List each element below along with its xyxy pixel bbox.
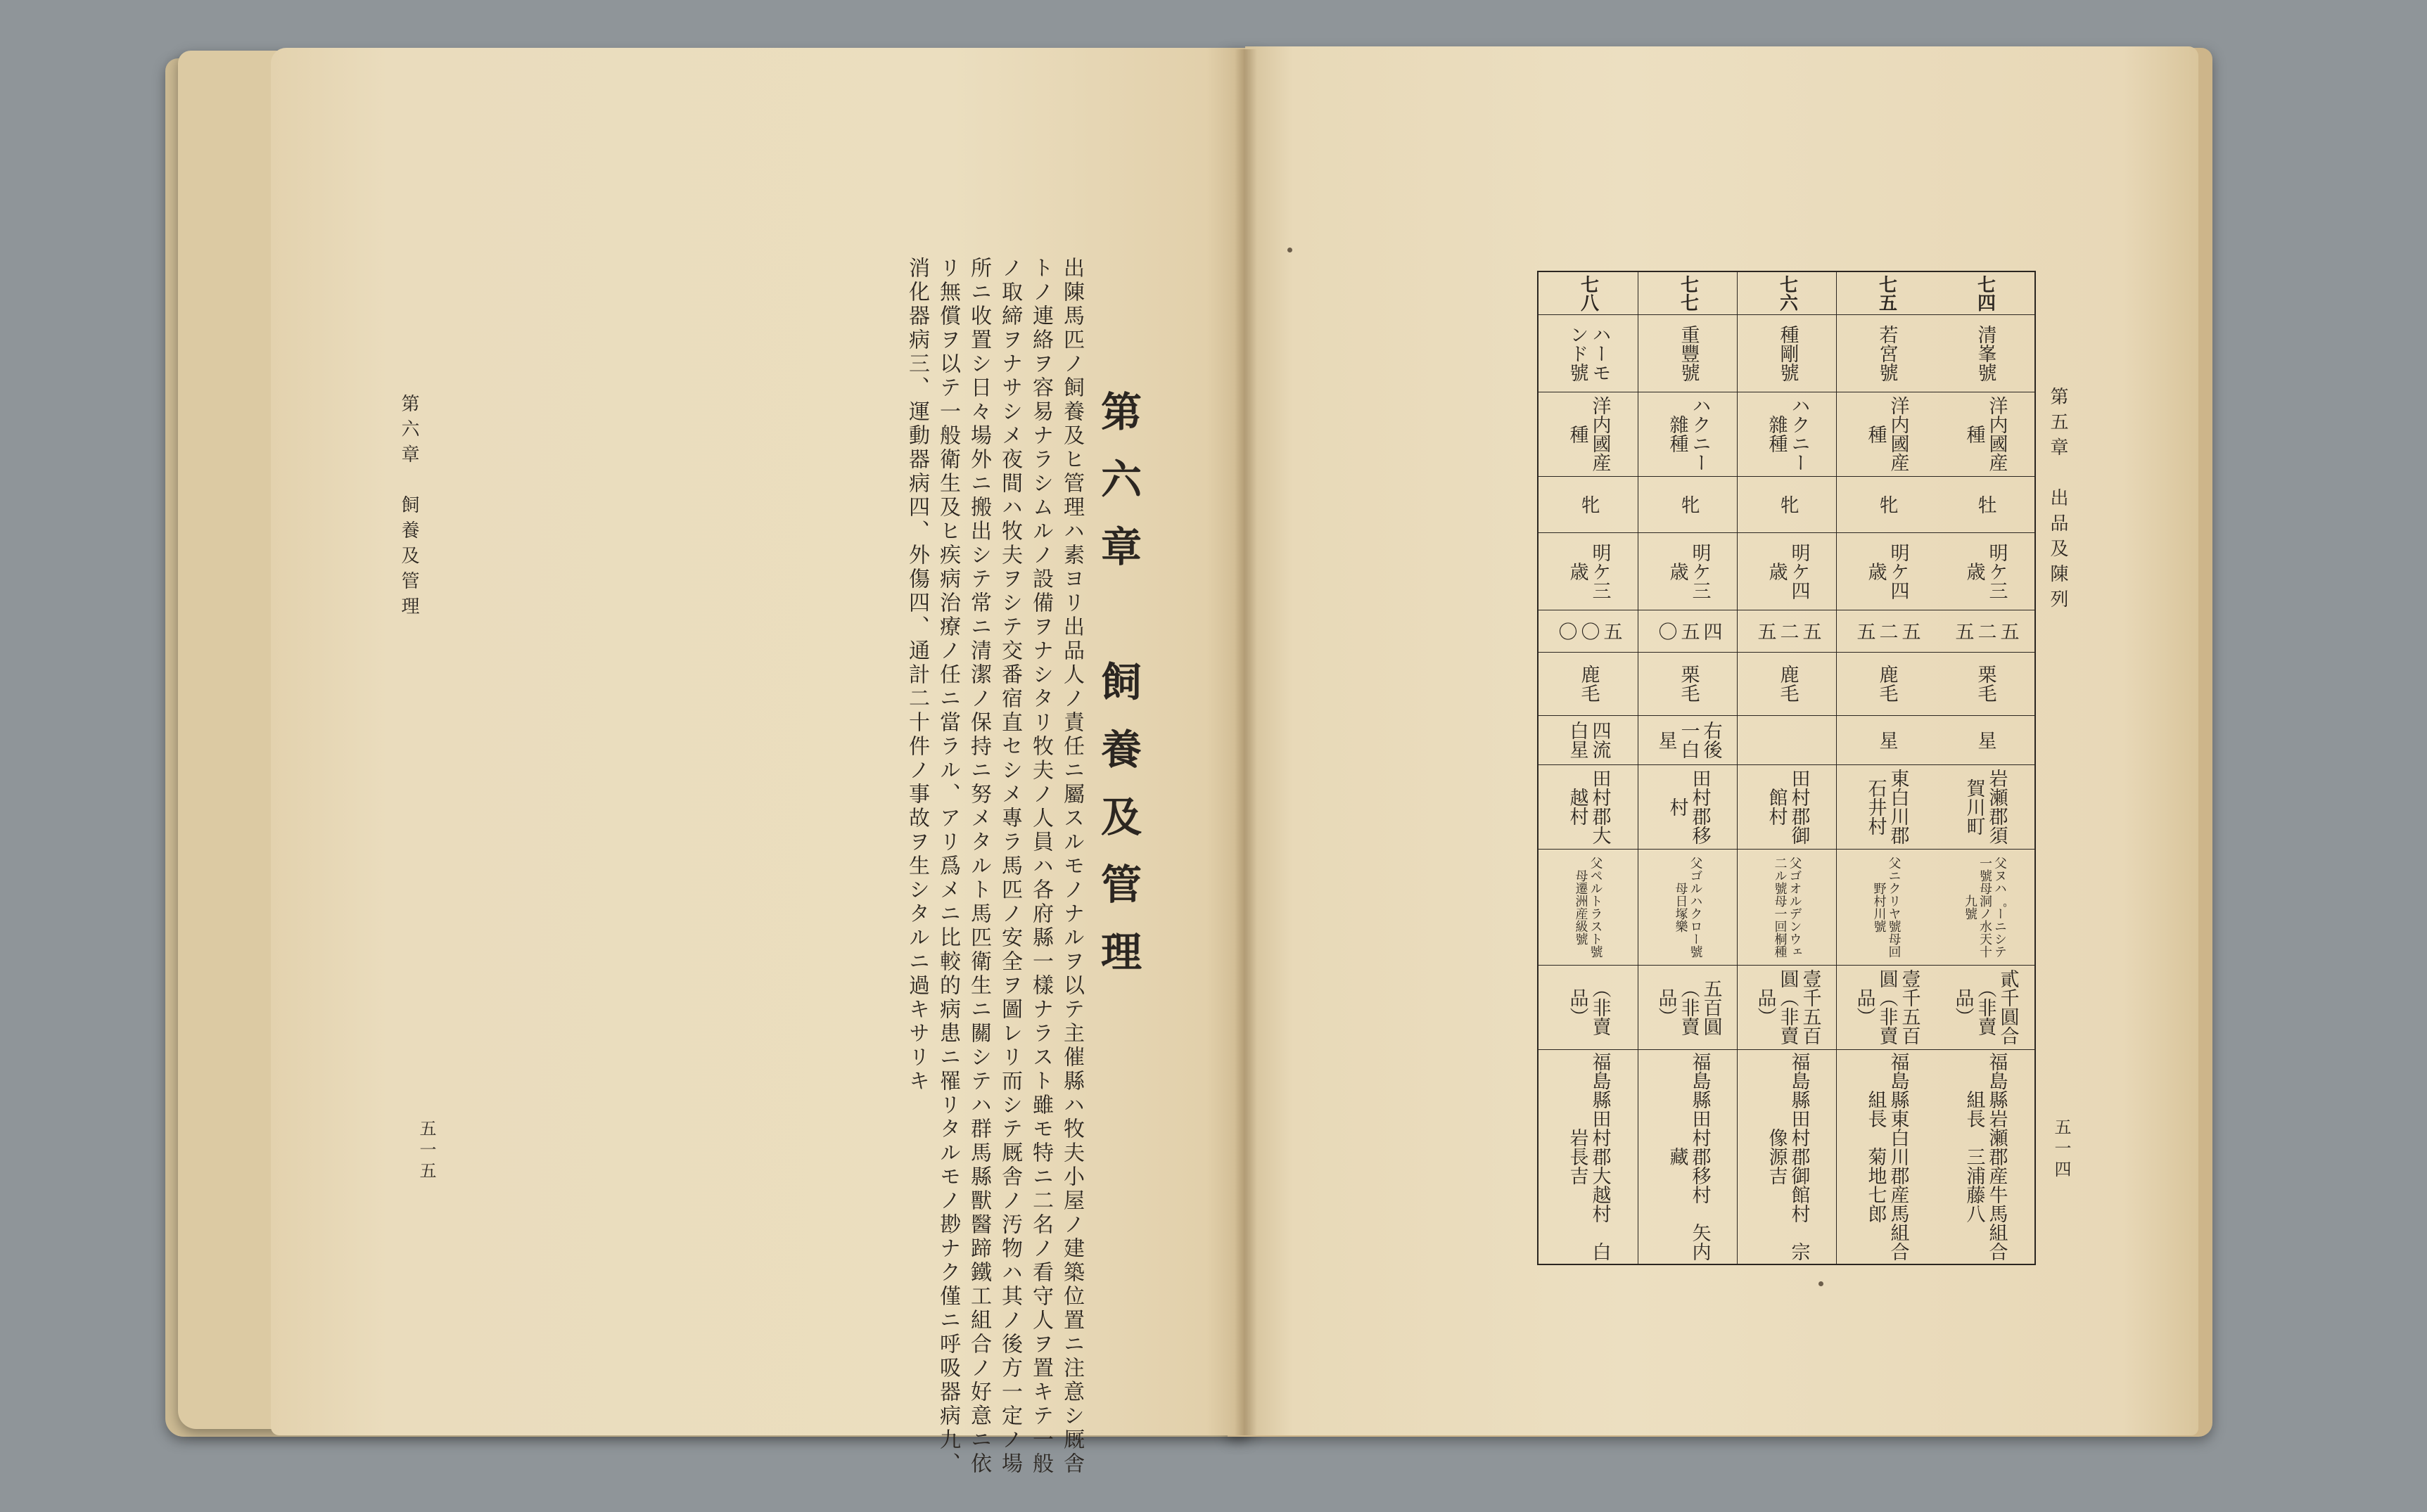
- table-cell-marking: 右後一白星: [1655, 721, 1722, 759]
- table-rule: [1539, 965, 2034, 966]
- table-column: [1539, 272, 1638, 1264]
- table-cell-age: 明ケ三歳: [1963, 542, 2008, 600]
- table-cell-marking: 星: [1875, 730, 1898, 750]
- table-cell-name: 若宮號: [1875, 324, 1898, 382]
- body-line-3: ノ取締ヲナサシメ夜間ハ牧夫ヲシテ交番宿直セシメ專ラ馬匹ノ安全ヲ圖レリ而シテ厩舎ノ汚物ハ其ノ後方一定ノ場: [998, 257, 1022, 1476]
- table-cell-sex: 牝: [1677, 494, 1700, 514]
- table-cell-origin: 東白川郡石井村: [1864, 769, 1909, 845]
- table-column: [1638, 272, 1738, 1264]
- right-folio: 五一四: [2051, 1118, 2071, 1181]
- table-cell-number: 七六: [1776, 275, 1798, 312]
- table-column: [1836, 272, 1936, 1264]
- table-cell-pedigree: 父ニクリヤ號母回野村川號: [1871, 856, 1902, 958]
- table-cell-pedigree: 父ペルトラスト號母遷洲産級號: [1573, 856, 1603, 958]
- table-cell-height: 五二五: [1754, 621, 1821, 641]
- table-rule: [1539, 476, 2034, 477]
- table-cell-coat: 鹿毛: [1776, 665, 1799, 703]
- horse-entry-table: [1537, 271, 2036, 1265]
- table-cell-origin: 田村郡大越村: [1566, 769, 1611, 845]
- table-cell-sex: 牝: [1875, 494, 1898, 514]
- table-rule: [1539, 764, 2034, 765]
- table-cell-price: 壹千五百圓（非賣品）: [1754, 969, 1821, 1045]
- body-line-6: 消化器病三、運動器病四、外傷四、通計二十件ノ事故ヲ生シタルニ過キサリキ: [905, 257, 929, 1094]
- table-cell-number: 七五: [1875, 275, 1897, 312]
- paper-speck: [1818, 1281, 1823, 1286]
- table-cell-marking: 四流白星: [1566, 721, 1611, 759]
- table-cell-age: 明ケ三歳: [1666, 542, 1711, 600]
- body-line-1: 出陳馬匹ノ飼養及ヒ管理ハ素ヨリ出品人ノ責任ニ屬スルモノナルヲ以テ主催縣ハ牧夫小屋ノ建築位置ニ注意シ厩舎: [1059, 257, 1084, 1476]
- table-cell-sex: 牡: [1974, 494, 1996, 514]
- table-cell-price: 貳千圓合（非賣品）: [1951, 969, 2019, 1045]
- table-rule: [1539, 715, 2034, 716]
- table-cell-height: 四五〇: [1655, 621, 1722, 641]
- table-cell-sex: 牝: [1577, 494, 1600, 514]
- paper-speck: [1287, 248, 1292, 252]
- table-cell-number: 七八: [1577, 275, 1599, 312]
- table-cell-height: 五二五: [1951, 621, 2019, 641]
- table-cell-age: 明ケ三歳: [1566, 542, 1611, 600]
- table-cell-price: 壹千五百圓（非賣品）: [1853, 969, 1920, 1045]
- table-rule: [1539, 849, 2034, 850]
- table-rule: [1539, 652, 2034, 653]
- table-cell-marking: [1738, 718, 1837, 762]
- table-cell-breed: 洋内國産種: [1566, 396, 1611, 472]
- table-cell-name: 重豐號: [1677, 324, 1700, 382]
- table-column: [1935, 272, 2034, 1264]
- table-cell-pedigree: 父ゴオルデンウェ二ル號母一回桐種: [1772, 856, 1802, 958]
- table-column: [1737, 272, 1837, 1264]
- table-cell-coat: 鹿毛: [1875, 665, 1898, 703]
- left-running-head: 第六章 飼養及管理: [398, 394, 419, 622]
- body-line-2: トノ連絡ヲ容易ナラシムルノ設備ヲナシタリ牧夫ノ人員ハ各府縣一樣ナラスト雖モ特ニ二名ノ看守人ヲ置キテ一般: [1028, 257, 1053, 1476]
- table-cell-breed: ハクニー雜種: [1765, 396, 1810, 472]
- table-cell-coat: 鹿毛: [1577, 665, 1600, 703]
- table-rule: [1539, 532, 2034, 533]
- table-cell-number: 七四: [1974, 275, 1996, 312]
- table-cell-coat: 栗毛: [1974, 665, 1996, 703]
- table-cell-name: ハーモンド號: [1566, 324, 1611, 382]
- table-cell-number: 七七: [1677, 275, 1699, 312]
- table-cell-height: 五〇〇: [1555, 621, 1622, 641]
- table-cell-marking: 星: [1974, 730, 1996, 750]
- table-cell-breed: 洋内國産種: [1864, 396, 1909, 472]
- table-cell-origin: 岩瀬郡須賀川町: [1963, 769, 2008, 845]
- body-line-5: リ無償ヲ以テ一般衛生及ヒ疾病治療ノ任ニ當ラル、アリ爲メニ比較的病患ニ罹リタルモノ尠ナク僅ニ呼吸器病九、: [936, 257, 960, 1476]
- table-cell-owner: 福島縣田村郡移村 矢内藏: [1666, 1052, 1711, 1261]
- table-cell-owner: 福島縣東白川郡産馬組合組長 菊地七郎: [1864, 1052, 1909, 1261]
- table-cell-price: 五百圓（非賣品）: [1655, 978, 1722, 1036]
- table-cell-owner: 福島縣田村郡御館村 宗像源吉: [1765, 1052, 1810, 1261]
- table-cell-height: 五二五: [1853, 621, 1920, 641]
- body-line-4: 所ニ收置シ日々場外ニ搬出シテ常ニ清潔ノ保持ニ努メタルト馬匹衛生ニ關シテハ群馬縣獸醫蹄鐵工組合ノ好意ニ依: [967, 257, 991, 1476]
- table-cell-origin: 田村郡御館村: [1765, 769, 1810, 845]
- table-cell-owner: 福島縣田村郡大越村 白岩長吉: [1566, 1052, 1611, 1261]
- table-cell-age: 明ケ四歳: [1765, 542, 1810, 600]
- table-cell-breed: ハクニー雜種: [1666, 396, 1711, 472]
- table-cell-name: 清峯號: [1974, 324, 1996, 382]
- table-cell-name: 種剛號: [1776, 324, 1799, 382]
- table-cell-sex: 牝: [1776, 494, 1799, 514]
- table-cell-origin: 田村郡移村: [1666, 769, 1711, 845]
- table-cell-owner: 福島縣岩瀬郡産牛馬組合組長 三浦藤八: [1963, 1052, 2008, 1261]
- table-rule: [1539, 314, 2034, 315]
- table-cell-pedigree: 父ヌハ゜ーニシテ一號母洞ノ水天十九號: [1963, 856, 2007, 958]
- table-cell-pedigree: 父ゴルハクロー號母日塚樂: [1673, 856, 1703, 958]
- chapter-title: 第六章 飼養及管理: [1094, 390, 1142, 998]
- left-folio: 五一五: [416, 1120, 436, 1183]
- book-gutter: [1235, 49, 1257, 1435]
- chapter-body: [855, 257, 1087, 1476]
- table-rule: [1539, 1049, 2034, 1050]
- right-running-head: 第五章 出品及陳列: [2047, 387, 2068, 615]
- table-cell-price: （非賣品）: [1566, 978, 1611, 1036]
- table-cell-breed: 洋内國産種: [1963, 396, 2008, 472]
- table-cell-coat: 栗毛: [1677, 665, 1700, 703]
- table-cell-age: 明ケ四歳: [1864, 542, 1909, 600]
